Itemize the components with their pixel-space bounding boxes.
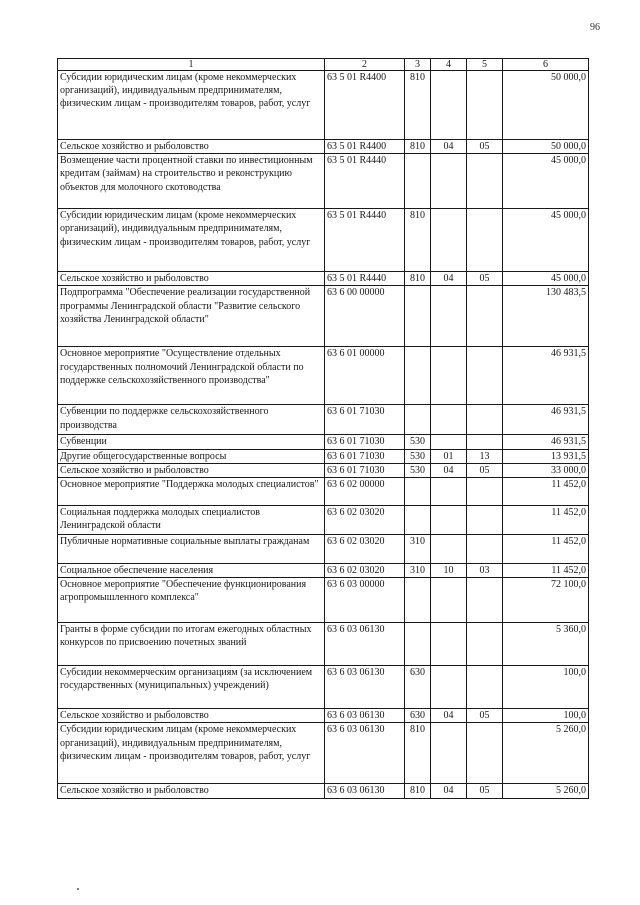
row-name-cell: Субвенции по поддержке сельскохозяйственного производства xyxy=(58,405,325,435)
row-code-cell: 63 6 03 06130 xyxy=(325,666,405,709)
row-col4-cell xyxy=(431,623,467,666)
row-col3-cell: 810 xyxy=(405,140,431,154)
row-name-cell: Основное мероприятие "Поддержка молодых специалистов" xyxy=(58,477,325,505)
row-name-cell: Сельское хозяйство и рыболовство xyxy=(58,709,325,723)
row-col5-cell xyxy=(467,578,503,623)
table-row xyxy=(58,709,589,723)
row-code-cell: 63 6 01 71030 xyxy=(325,435,405,449)
header-col-3: 3 xyxy=(405,59,431,71)
row-code-cell: 63 6 02 03020 xyxy=(325,563,405,577)
row-sum-cell: 50 000,0 xyxy=(503,71,589,140)
row-col3-cell: 310 xyxy=(405,534,431,563)
row-code-cell: 63 6 03 06130 xyxy=(325,623,405,666)
table-row xyxy=(58,623,589,666)
header-col-4: 4 xyxy=(431,59,467,71)
row-code-cell: 63 6 01 71030 xyxy=(325,449,405,463)
header-col-6: 6 xyxy=(503,59,589,71)
row-sum-cell: 45 000,0 xyxy=(503,154,589,209)
row-col3-cell xyxy=(405,623,431,666)
row-sum-cell: 130 483,5 xyxy=(503,286,589,347)
row-col5-cell: 05 xyxy=(467,463,503,477)
table-row xyxy=(58,272,589,286)
row-sum-cell: 5 260,0 xyxy=(503,784,589,798)
row-code-cell: 63 6 02 03020 xyxy=(325,534,405,563)
table-row xyxy=(58,405,589,435)
table-row xyxy=(58,71,589,140)
row-name-cell: Субсидии некоммерческим организациям (за исключением государственных (муниципальных) учреждений) xyxy=(58,666,325,709)
row-col4-cell xyxy=(431,71,467,140)
row-col5-cell xyxy=(467,347,503,405)
row-code-cell: 63 6 01 71030 xyxy=(325,405,405,435)
row-col4-cell xyxy=(431,505,467,534)
row-col4-cell xyxy=(431,723,467,784)
row-sum-cell: 11 452,0 xyxy=(503,505,589,534)
row-col5-cell xyxy=(467,71,503,140)
row-code-cell: 63 5 01 R4400 xyxy=(325,71,405,140)
table-row xyxy=(58,477,589,505)
row-col3-cell xyxy=(405,477,431,505)
table-row xyxy=(58,347,589,405)
row-col5-cell xyxy=(467,405,503,435)
row-col4-cell: 04 xyxy=(431,272,467,286)
row-col3-cell: 530 xyxy=(405,435,431,449)
row-col3-cell: 630 xyxy=(405,709,431,723)
table-row xyxy=(58,463,589,477)
row-sum-cell: 46 931,5 xyxy=(503,347,589,405)
table-row xyxy=(58,140,589,154)
row-code-cell: 63 6 01 71030 xyxy=(325,463,405,477)
row-col5-cell: 05 xyxy=(467,784,503,798)
row-col5-cell xyxy=(467,666,503,709)
row-sum-cell: 11 452,0 xyxy=(503,534,589,563)
row-col4-cell xyxy=(431,154,467,209)
row-col5-cell xyxy=(467,209,503,272)
row-name-cell: Гранты в форме субсидии по итогам ежегодных областных конкурсов по присвоению почетных званий xyxy=(58,623,325,666)
row-col5-cell xyxy=(467,723,503,784)
header-col-1: 1 xyxy=(58,59,325,71)
row-col5-cell: 05 xyxy=(467,709,503,723)
row-col5-cell xyxy=(467,435,503,449)
row-col3-cell: 810 xyxy=(405,272,431,286)
scan-speck xyxy=(77,888,79,890)
row-sum-cell: 11 452,0 xyxy=(503,477,589,505)
row-col4-cell xyxy=(431,286,467,347)
row-sum-cell: 5 260,0 xyxy=(503,723,589,784)
row-code-cell: 63 6 00 00000 xyxy=(325,286,405,347)
row-code-cell: 63 5 01 R4440 xyxy=(325,272,405,286)
row-col4-cell: 04 xyxy=(431,709,467,723)
row-name-cell: Субсидии юридическим лицам (кроме некоммерческих организаций), индивидуальным предпринимателям, физическим лицам - производителям товаров, работ, услуг xyxy=(58,71,325,140)
row-sum-cell: 46 931,5 xyxy=(503,435,589,449)
row-name-cell: Основное мероприятие "Осуществление отдельных государственных полномочий Ленинградской области по поддержке сельскохозяйственного производства" xyxy=(58,347,325,405)
row-col4-cell: 04 xyxy=(431,140,467,154)
row-name-cell: Основное мероприятие "Обеспечение функционирования агропромышленного комплекса" xyxy=(58,578,325,623)
row-col5-cell xyxy=(467,534,503,563)
row-sum-cell: 5 360,0 xyxy=(503,623,589,666)
row-name-cell: Социальное обеспечение населения xyxy=(58,563,325,577)
row-name-cell: Субсидии юридическим лицам (кроме некоммерческих организаций), индивидуальным предпринимателям, физическим лицам - производителям товаров, работ, услуг xyxy=(58,723,325,784)
row-code-cell: 63 6 03 06130 xyxy=(325,784,405,798)
row-col3-cell xyxy=(405,286,431,347)
row-col3-cell xyxy=(405,405,431,435)
row-sum-cell: 13 931,5 xyxy=(503,449,589,463)
row-col5-cell: 03 xyxy=(467,563,503,577)
row-sum-cell: 33 000,0 xyxy=(503,463,589,477)
row-sum-cell: 72 100,0 xyxy=(503,578,589,623)
row-col3-cell: 530 xyxy=(405,463,431,477)
row-col4-cell xyxy=(431,347,467,405)
table-body xyxy=(58,71,589,799)
row-col5-cell xyxy=(467,623,503,666)
row-col3-cell: 310 xyxy=(405,563,431,577)
header-col-5: 5 xyxy=(467,59,503,71)
row-code-cell: 63 6 02 00000 xyxy=(325,477,405,505)
row-col4-cell: 04 xyxy=(431,784,467,798)
row-code-cell: 63 5 01 R4400 xyxy=(325,140,405,154)
row-name-cell: Сельское хозяйство и рыболовство xyxy=(58,140,325,154)
row-name-cell: Сельское хозяйство и рыболовство xyxy=(58,463,325,477)
row-col5-cell xyxy=(467,477,503,505)
row-sum-cell: 100,0 xyxy=(503,709,589,723)
row-col4-cell xyxy=(431,534,467,563)
row-col5-cell: 05 xyxy=(467,140,503,154)
row-col3-cell: 530 xyxy=(405,449,431,463)
row-col4-cell: 04 xyxy=(431,463,467,477)
row-col3-cell: 630 xyxy=(405,666,431,709)
row-code-cell: 63 6 03 00000 xyxy=(325,578,405,623)
row-col4-cell xyxy=(431,477,467,505)
row-col4-cell xyxy=(431,209,467,272)
row-col4-cell: 10 xyxy=(431,563,467,577)
row-sum-cell: 50 000,0 xyxy=(503,140,589,154)
row-col4-cell: 01 xyxy=(431,449,467,463)
header-col-2: 2 xyxy=(325,59,405,71)
row-col3-cell xyxy=(405,154,431,209)
row-name-cell: Возмещение части процентной ставки по инвестиционным кредитам (займам) на строительство и реконструкцию объектов для молочного скотоводства xyxy=(58,154,325,209)
row-name-cell: Социальная поддержка молодых специалистов Ленинградской области xyxy=(58,505,325,534)
row-col5-cell xyxy=(467,154,503,209)
row-name-cell: Сельское хозяйство и рыболовство xyxy=(58,272,325,286)
row-col5-cell: 13 xyxy=(467,449,503,463)
row-col4-cell xyxy=(431,405,467,435)
row-col4-cell xyxy=(431,666,467,709)
row-col3-cell: 810 xyxy=(405,784,431,798)
table-row xyxy=(58,563,589,577)
row-code-cell: 63 6 03 06130 xyxy=(325,709,405,723)
row-col4-cell xyxy=(431,435,467,449)
row-col4-cell xyxy=(431,578,467,623)
row-sum-cell: 46 931,5 xyxy=(503,405,589,435)
row-col5-cell xyxy=(467,286,503,347)
row-name-cell: Субвенции xyxy=(58,435,325,449)
row-col3-cell xyxy=(405,347,431,405)
row-name-cell: Другие общегосударственные вопросы xyxy=(58,449,325,463)
table-row xyxy=(58,154,589,209)
row-col5-cell xyxy=(467,505,503,534)
table-row xyxy=(58,505,589,534)
row-code-cell: 63 6 03 06130 xyxy=(325,723,405,784)
row-name-cell: Субсидии юридическим лицам (кроме некоммерческих организаций), индивидуальным предпринимателям, физическим лицам - производителям товаров, работ, услуг xyxy=(58,209,325,272)
row-code-cell: 63 5 01 R4440 xyxy=(325,154,405,209)
table-row xyxy=(58,784,589,798)
table-row xyxy=(58,449,589,463)
table-row xyxy=(58,209,589,272)
page-number: 96 xyxy=(590,22,600,33)
row-code-cell: 63 5 01 R4440 xyxy=(325,209,405,272)
budget-table xyxy=(57,58,589,799)
row-sum-cell: 11 452,0 xyxy=(503,563,589,577)
table-row xyxy=(58,578,589,623)
table-row xyxy=(58,666,589,709)
row-col5-cell: 05 xyxy=(467,272,503,286)
row-name-cell: Публичные нормативные социальные выплаты гражданам xyxy=(58,534,325,563)
row-code-cell: 63 6 01 00000 xyxy=(325,347,405,405)
row-col3-cell: 810 xyxy=(405,71,431,140)
row-col3-cell: 810 xyxy=(405,723,431,784)
table-header-row xyxy=(58,59,589,71)
row-name-cell: Подпрограмма "Обеспечение реализации государственной программы Ленинградской области "Развитие сельского хозяйства Ленинградской области" xyxy=(58,286,325,347)
row-code-cell: 63 6 02 03020 xyxy=(325,505,405,534)
table-row xyxy=(58,435,589,449)
row-sum-cell: 100,0 xyxy=(503,666,589,709)
table-row xyxy=(58,534,589,563)
row-col3-cell xyxy=(405,578,431,623)
row-col3-cell xyxy=(405,505,431,534)
table-row xyxy=(58,286,589,347)
row-name-cell: Сельское хозяйство и рыболовство xyxy=(58,784,325,798)
row-col3-cell: 810 xyxy=(405,209,431,272)
table-row xyxy=(58,723,589,784)
row-sum-cell: 45 000,0 xyxy=(503,209,589,272)
row-sum-cell: 45 000,0 xyxy=(503,272,589,286)
